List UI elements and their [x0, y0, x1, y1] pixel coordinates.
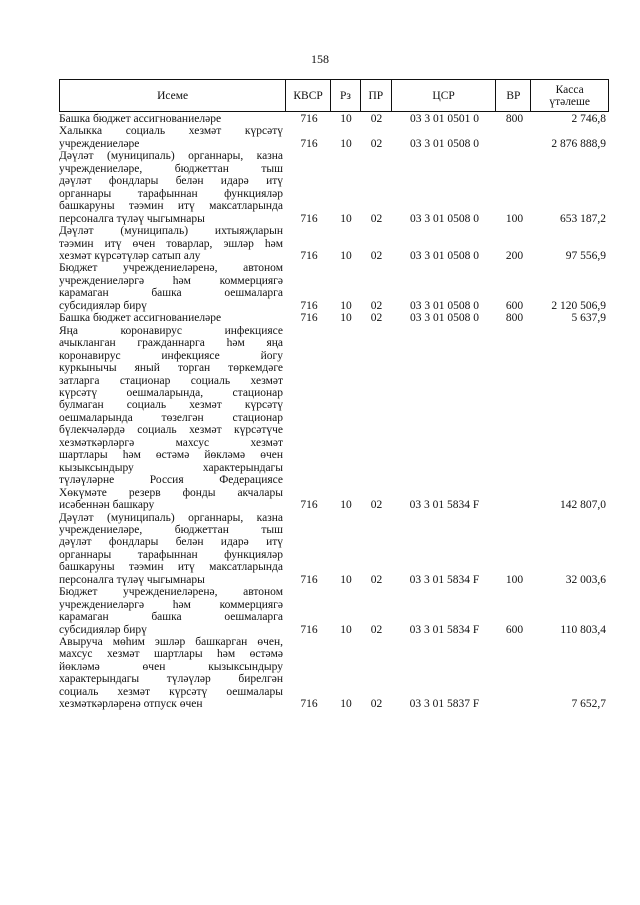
table-row [59, 125, 609, 150]
row-name-line: Бюджет учреждениеләренә, автоном [59, 262, 283, 275]
row-name-line: учреждениеләре, бюджеттан тыш [59, 162, 283, 175]
row-name-line: дәүләт фондлары белән идарә итү [59, 536, 283, 549]
row-name-line: характерындагы түләүләр бирелгән [59, 673, 283, 686]
header-csr: ЦСР [392, 80, 497, 111]
header-name: Исеме [60, 80, 286, 111]
row-csr: 03 3 01 5834 F [409, 623, 480, 636]
row-csr: 03 3 01 5834 F [409, 573, 480, 586]
row-name-line: хезмәткәрләренә отпуск өчен [59, 698, 203, 711]
row-name-line: персоналга түләү чыгымнары [59, 212, 205, 225]
row-name-line: йөкләмә өчен кызыксындыру [59, 660, 283, 673]
row-name [59, 636, 287, 711]
row-name-line: шартлары һәм өстәмә йөкләмә өчен [59, 449, 283, 462]
table-row [59, 586, 609, 636]
row-name-line: Авыруча мөһим эшләр башкарган өчен, [59, 636, 283, 649]
row-name [59, 113, 287, 125]
row-name-line: коронавирус инфекциясе йогу [59, 349, 283, 362]
row-vr: 600 [505, 623, 524, 636]
row-name [59, 325, 287, 512]
row-pr: 02 [370, 137, 383, 150]
row-pr: 02 [370, 212, 383, 225]
row-name-line: субсидияләр бирү [59, 299, 147, 312]
row-vr: 100 [505, 573, 524, 586]
row-kvsr: 716 [300, 113, 318, 125]
row-name-line: затларга стационар социаль хезмәт [59, 374, 283, 387]
row-name [59, 262, 287, 312]
row-name-line: исәбеннән башкару [59, 499, 155, 512]
row-csr: 03 3 01 0501 0 [410, 113, 479, 125]
row-rz: 10 [340, 299, 352, 312]
row-kassa: 142 807,0 [560, 499, 606, 512]
row-name-line: махсус хезмәт шартлары һәм өстәмә [59, 648, 283, 661]
row-name-line: күрсәтү оешмаларында, стационар [59, 386, 283, 399]
row-name-line: социаль хезмәт күрсәтү оешмалары [59, 685, 283, 698]
row-kassa: 7 652,7 [571, 698, 606, 711]
row-name-line: булмаган социаль хезмәт күрсәтү [59, 399, 283, 412]
row-rz: 10 [340, 212, 352, 225]
row-name-line: хезмәткәрләргә махсус хезмәт [59, 436, 283, 449]
row-name-line: Башка бюджет ассигнованиеләре [59, 113, 222, 125]
row-kvsr: 716 [300, 137, 318, 150]
row-kassa: 2 746,8 [571, 113, 606, 125]
row-csr: 03 3 01 0508 0 [410, 249, 479, 262]
row-rz: 10 [340, 623, 352, 636]
row-kvsr: 716 [300, 499, 318, 512]
row-name-line: башкаруны тәэмин итү максатларында [59, 200, 283, 213]
row-rz: 10 [340, 113, 352, 125]
row-kassa: 2 120 506,9 [551, 299, 606, 312]
table-row [59, 150, 609, 225]
row-kvsr: 716 [300, 623, 318, 636]
header-kassa-line1: Касса [555, 83, 584, 96]
table-row [59, 512, 609, 587]
table-row [59, 325, 609, 512]
row-name [59, 150, 287, 225]
header-kassa-line2: үтәлеше [549, 95, 590, 108]
row-name-line: учреждениеләргә һәм коммерциягә [59, 598, 283, 611]
row-rz: 10 [340, 137, 352, 150]
row-kassa: 653 187,2 [560, 212, 606, 225]
row-pr: 02 [370, 113, 383, 125]
row-name-line: оешмаларында төзелгән стационар [59, 411, 283, 424]
row-kvsr: 716 [300, 249, 318, 262]
row-name-line: Башка бюджет ассигнованиеләре [59, 312, 222, 325]
table-header [59, 79, 609, 112]
row-name [59, 125, 287, 150]
row-name-line: түләүләрне Россия Федерациясе [59, 474, 283, 487]
row-kassa: 32 003,6 [565, 573, 606, 586]
row-name [59, 586, 287, 636]
row-pr: 02 [370, 312, 383, 325]
row-pr: 02 [370, 499, 383, 512]
table-row [59, 113, 609, 125]
row-csr: 03 3 01 5837 F [409, 698, 480, 711]
header-rz: Рз [331, 80, 361, 111]
row-vr: 200 [505, 249, 524, 262]
row-name-line: Дәүләт (муниципаль) ихтыяҗларын [59, 225, 283, 238]
row-pr: 02 [370, 623, 383, 636]
row-csr: 03 3 01 0508 0 [410, 212, 479, 225]
row-vr: 600 [505, 299, 524, 312]
row-pr: 02 [370, 698, 383, 711]
row-vr: 800 [505, 312, 524, 325]
row-vr: 100 [505, 212, 524, 225]
header-vr: ВР [496, 80, 531, 111]
row-csr: 03 3 01 0508 0 [410, 137, 479, 150]
row-csr: 03 3 01 0508 0 [410, 312, 479, 325]
row-name-line: кызыксындыру характерындагы [59, 461, 283, 474]
row-csr: 03 3 01 0508 0 [410, 299, 479, 312]
row-pr: 02 [370, 299, 383, 312]
row-name-line: ачыкланган гражданнарга һәм яңа [59, 337, 283, 350]
row-pr: 02 [370, 573, 383, 586]
row-name-line: карамаган башка оешмаларга [59, 287, 283, 300]
row-name-line: тәэмин итү өчен товарлар, эшләр һәм [59, 237, 283, 250]
row-name [59, 512, 287, 587]
row-name-line: бүлекчәләрдә социаль хезмәт күрсәтүче [59, 424, 283, 437]
row-name-line: учреждениеләре, бюджеттан тыш [59, 523, 283, 536]
row-name-line: учреждениеләргә һәм коммерциягә [59, 274, 283, 287]
row-name-line: учреждениеләре [59, 137, 140, 150]
row-name-line: Дәүләт (муниципаль) органнары, казна [59, 511, 283, 524]
row-rz: 10 [340, 573, 352, 586]
row-name-line: дәүләт фондлары белән идарә итү [59, 175, 283, 188]
row-name-line: субсидияләр бирү [59, 623, 147, 636]
row-name-line: органнары тарафыннан функцияләр [59, 548, 283, 561]
row-kassa: 97 556,9 [565, 249, 606, 262]
row-kassa: 110 803,4 [560, 623, 606, 636]
header-pr: ПР [361, 80, 392, 111]
header-kassa [531, 80, 608, 111]
row-vr: 800 [505, 113, 524, 125]
row-name-line: персоналга түләү чыгымнары [59, 573, 205, 586]
row-name-line: Яңа коронавирус инфекциясе [59, 324, 283, 337]
table-row [59, 225, 609, 262]
row-kvsr: 716 [300, 212, 318, 225]
row-pr: 02 [370, 249, 383, 262]
table-row [59, 312, 609, 324]
table-body [59, 113, 609, 711]
row-name [59, 312, 287, 324]
row-rz: 10 [340, 499, 352, 512]
header-kvsr: КВСР [286, 80, 331, 111]
row-rz: 10 [340, 312, 352, 325]
row-kvsr: 716 [300, 299, 318, 312]
row-kvsr: 716 [300, 573, 318, 586]
row-name-line: Халыкка социаль хезмәт күрсәтү [59, 125, 283, 138]
row-name-line: Бюджет учреждениеләренә, автоном [59, 586, 283, 599]
row-name-line: Хөкүмәте резерв фонды акчалары [59, 486, 283, 499]
row-kassa: 5 637,9 [571, 312, 606, 325]
row-rz: 10 [340, 249, 352, 262]
row-name-line: куркынычы яный торган төркемдәге [59, 362, 283, 375]
table-row [59, 636, 609, 711]
row-name-line: карамаган башка оешмаларга [59, 611, 283, 624]
table-row [59, 262, 609, 312]
row-name-line: органнары тарафыннан функцияләр [59, 187, 283, 200]
row-kvsr: 716 [300, 312, 318, 325]
row-kvsr: 716 [300, 698, 318, 711]
page-number: 158 [311, 52, 329, 66]
row-name-line: Дәүләт (муниципаль) органнары, казна [59, 150, 283, 163]
row-kassa: 2 876 888,9 [551, 137, 606, 150]
row-name-line: башкаруны тәэмин итү максатларында [59, 561, 283, 574]
row-rz: 10 [340, 698, 352, 711]
row-csr: 03 3 01 5834 F [409, 499, 480, 512]
row-name-line: хезмәт күрсәтүләр сатып алу [59, 249, 201, 262]
row-name [59, 225, 287, 262]
